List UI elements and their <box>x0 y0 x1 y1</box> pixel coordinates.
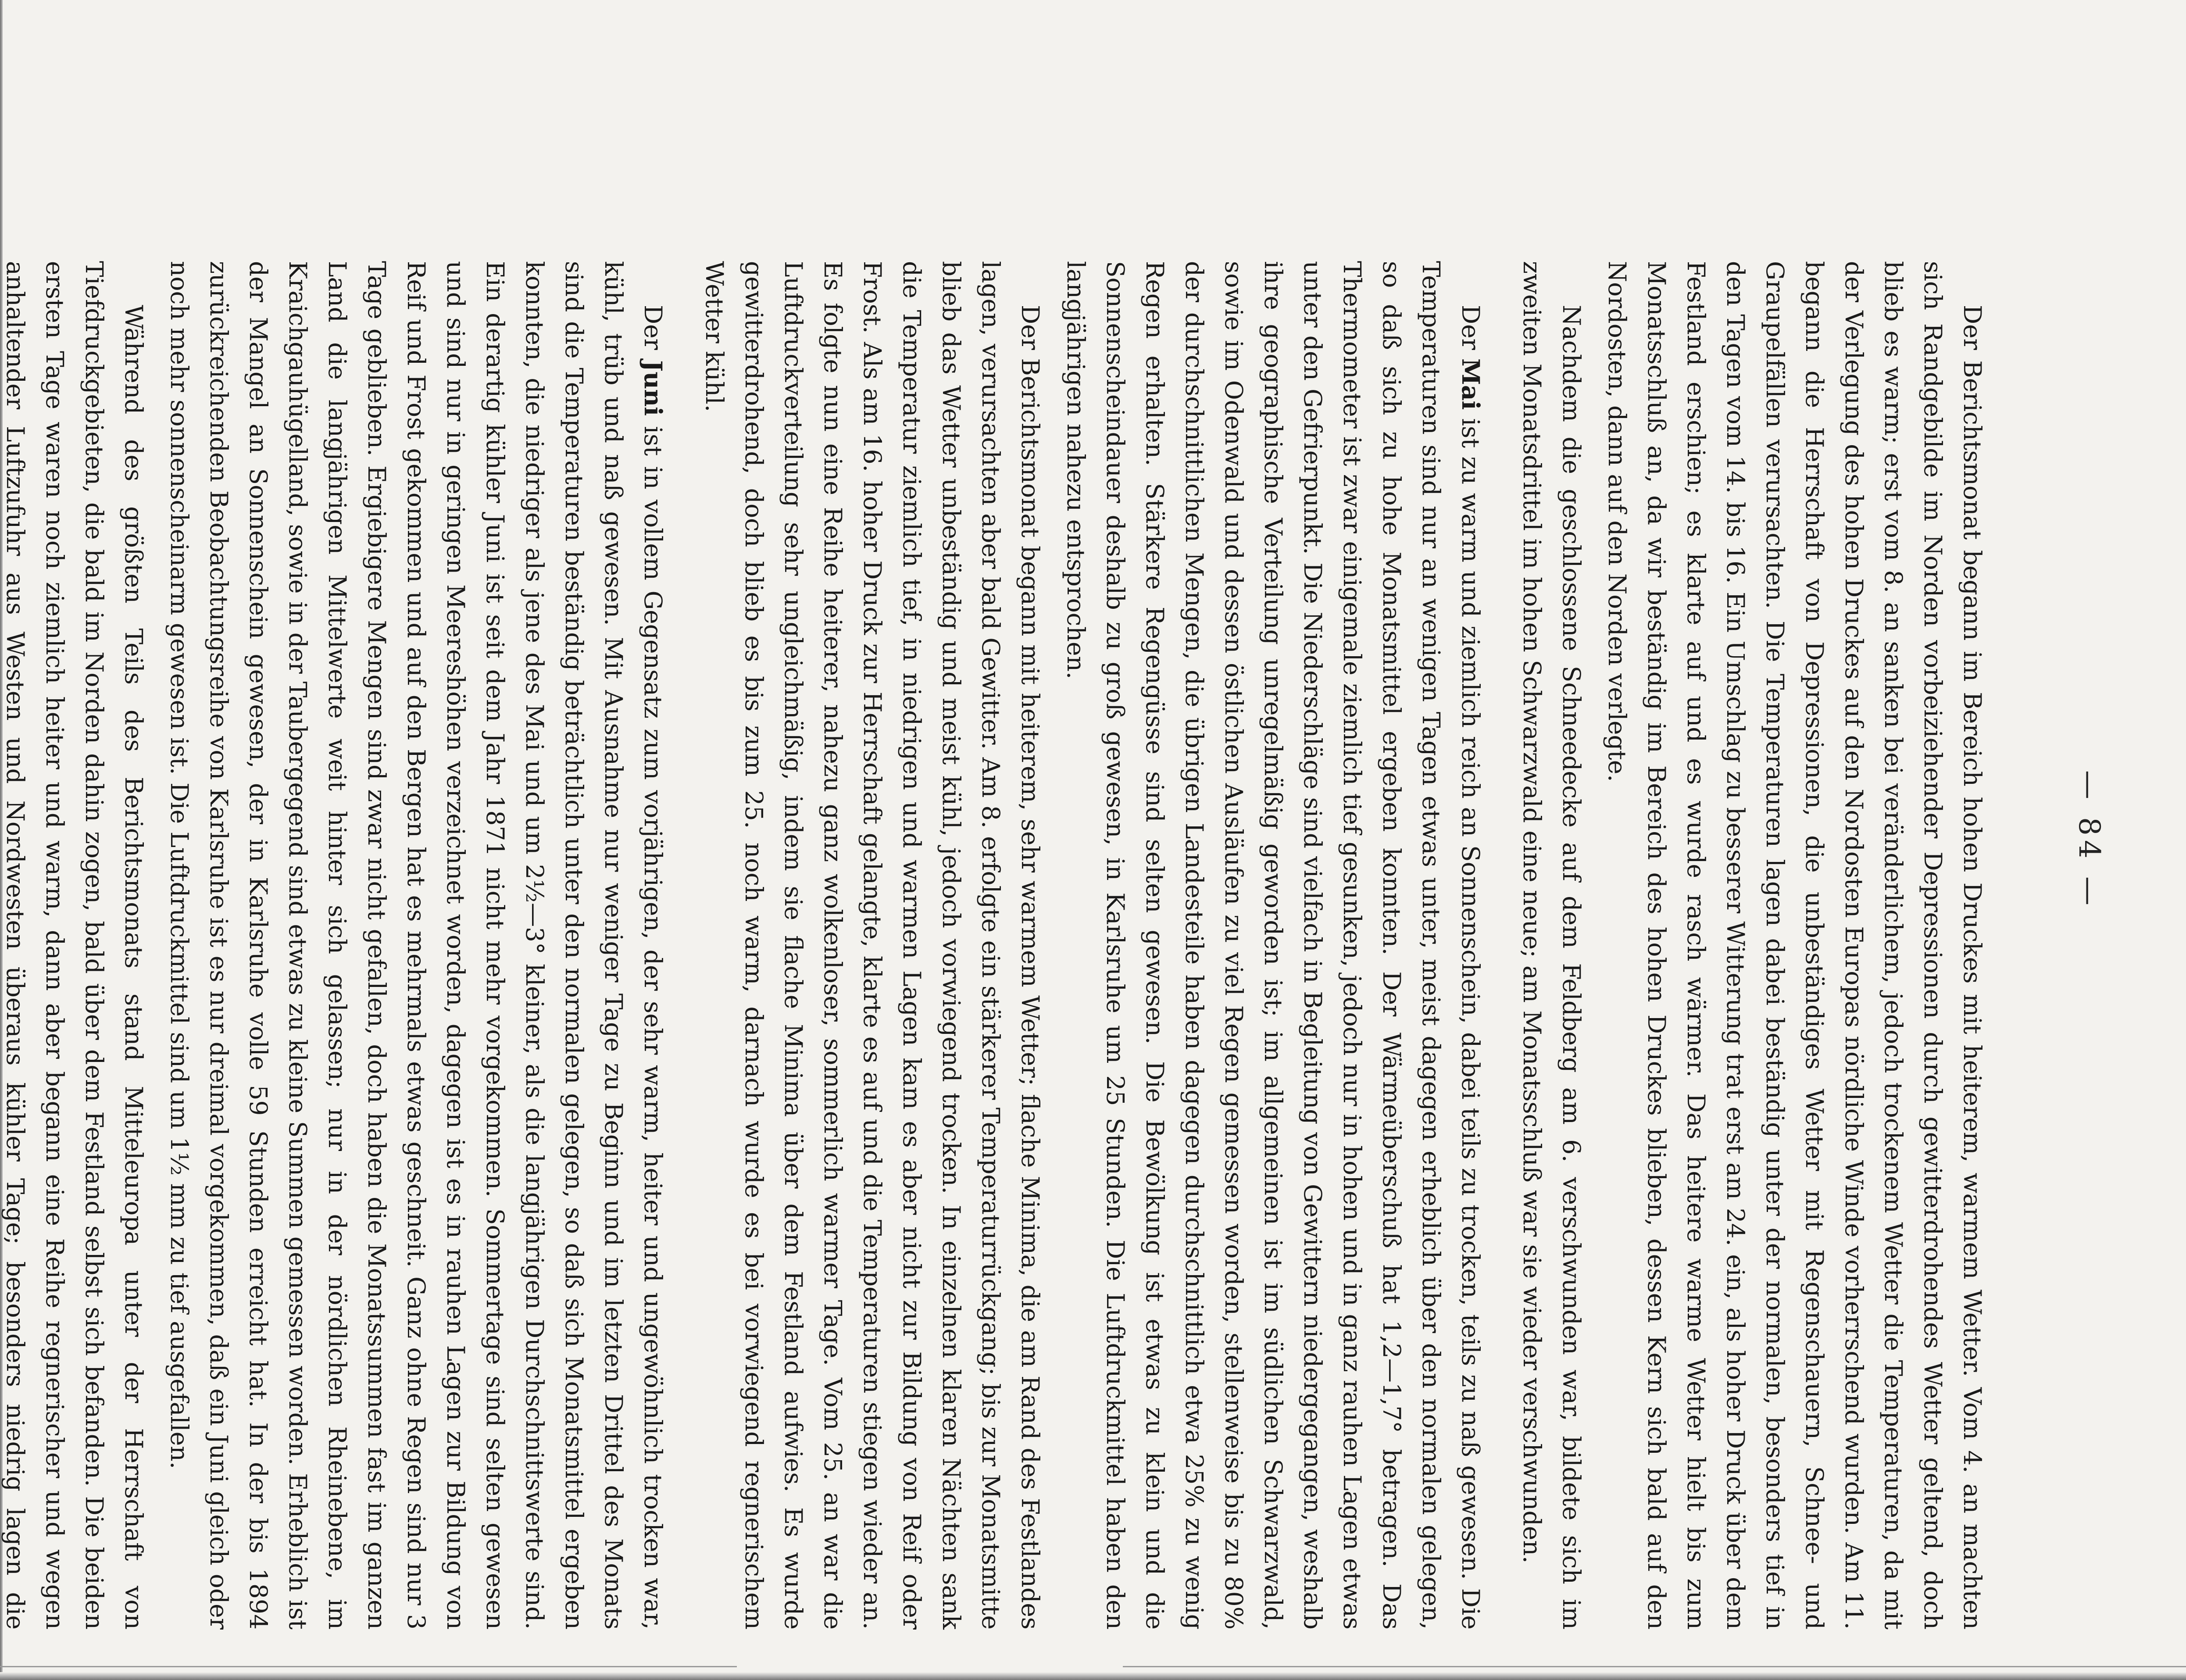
paragraph-june-weather <box>0 261 154 1630</box>
paragraph-text: Während des größten Teils des Berichtsmonats stand Mitteleuropa unter der Herrschaft von Tiefdruckgebieten, die bald im Norden dahin zogen, bald über dem Festland selbst sich befanden. Die beiden ersten Tage waren noch ziemlich heiter und warm, dann aber begann eine Reihe regnerischer und wegen anhaltender Luftzufuhr aus Westen und Nordwesten überaus kühler Tage; besonders niedrig lagen die <box>1 261 148 1630</box>
scan-shadow-line-left <box>0 1666 737 1667</box>
scan-shadow-line-right <box>1123 1666 2186 1667</box>
month-heading-mai: Mai <box>1457 358 1485 410</box>
paragraph-text: Der Berichtsmonat begann im Bereich hohen Druckes mit heiterem, warmem Wetter. Vom 4. an machten sich Randgebilde im Norden vorbeiziehender Depressionen durch gewitterdrohendes Wetter geltend, doch blieb es warm; erst vom 8. an sanken bei veränderlichem, jedoch trockenem Wetter die Temperaturen, da mit der Verlegung des hohen Druckes auf den Nordosten Europas nördliche Winde vorherrschend wurden. Am 11. begann die Herrschaft von Depressionen, die unbeständiges Wetter mit Regenschauern, Schnee- und Graupelfällen verursachten. Die Temperaturen lagen dabei beständig unter der normalen, besonders tief in den Tagen vom 14. bis 16. Ein Umschlag zu besserer Witterung trat erst am 24. ein, als hoher Druck über dem Festland erschien; es klarte auf und es wurde rasch wärmer. Das heitere warme Wetter hielt bis zum Monatsschluß an, da wir beständig im Bereich des hohen Druckes blieben, dessen Kern sich bald auf den Nordosten, dann auf den Norden verlegte. <box>1603 261 1986 1630</box>
body-text <box>0 261 1992 1630</box>
paragraph-may-weather <box>695 261 1050 1630</box>
month-heading-juni: Juni <box>639 360 668 416</box>
scan-edge-bottom <box>0 1672 2186 1680</box>
paragraph-lead: Der <box>1457 305 1485 358</box>
paragraph-may-overview <box>1056 261 1490 1630</box>
paragraph-text: Nachdem die geschlossene Schneedecke auf dem Feldberg am 6. verschwunden war, bildete sich im zweiten Monatsdrittel im hohen Schwarzwald eine neue; am Monatsschluß war sie wieder verschwunden. <box>1518 261 1586 1630</box>
paragraph-text: ist zu warm und ziemlich reich an Sonnenschein, dabei teils zu trocken, teils zu naß gewesen. Die Temperaturen sind nur an wenigen Tagen etwas unter, meist dagegen erheblich über den normalen gelegen, so daß sich zu hohe Monatsmittel ergeben konnten. Der Wärmeüberschuß hat 1,2—1,7° betragen. Das Thermometer ist zwar einigemale ziemlich tief gesunken, jedoch nur in hohen und in ganz rauhen Lagen etwas unter den Gefrierpunkt. Die Niederschläge sind vielfach in Begleitung von Gewittern niedergegangen, weshalb ihre geographische Verteilung unregelmäßig geworden ist; im allgemeinen ist im südlichen Schwarzwald, sowie im Odenwald und dessen östlichen Ausläufen zu viel Regen gemessen worden, stellenweise bis zu 80% der durchschnittlichen Mengen, die übrigen Landesteile haben dagegen durchschnittlich etwa 25% zu wenig Regen erhalten. Stärkere Regengüsse sind selten gewesen. Die Bewölkung ist etwas zu klein und die Sonnenscheindauer deshalb zu groß gewesen, in Karlsruhe um 25 Stunden. Die Luftdruckmittel haben den langjährigen nahezu entsprochen. <box>1062 261 1485 1630</box>
paragraph-text: ist in vollem Gegensatz zum vorjährigen, der sehr warm, heiter und ungewöhnlich trocken war, kühl, trüb und naß gewesen. Mit Ausnahme nur weniger Tage zu Beginn und im letzten Drittel des Monats sind die Temperaturen beständig beträchtlich unter den normalen gelegen, so daß sich Monatsmittel ergeben konnten, die niedriger als jene des Mai und um 2½—3° kleiner, als die langjährigen Durchschnittswerte sind. Ein derartig kühler Juni ist seit dem Jahr 1871 nicht mehr vorgekommen. Sommertage sind selten gewesen und sind nur in geringen Meereshöhen verzeichnet worden, dagegen ist es in rauhen Lagen zur Bildung von Reif und Frost gekommen und auf den Bergen hat es mehrmals etwas geschneit. Ganz ohne Regen sind nur 3 Tage geblieben. Ergiebigere Mengen sind zwar nicht gefallen, doch haben die Monatssummen fast im ganzen Land die langjährigen Mittelwerte weit hinter sich gelassen; nur in der nördlichen Rheinebene, im Kraichgauhügelland, sowie in der Taubergegend sind etwas zu kleine Summen gemessen worden. Erheblich ist der Mangel an Sonnenschein gewesen, der in Karlsruhe volle 59 Stunden erreicht hat. In der bis 1894 zurückreichenden Beobachtungsreihe von Karlsruhe ist es nur dreimal vorgekommen, daß ein Juni gleich oder noch mehr sonnenscheinarm gewesen ist. Die Luftdruckmittel sind um 1½ mm zu tief ausgefallen. <box>165 261 667 1630</box>
paragraph-june-overview <box>160 261 673 1630</box>
paragraph-text: Der Berichtsmonat begann mit heiterem, sehr warmem Wetter; flache Minima, die am Rand des Festlandes lagen, verursachten aber bald Gewitter. Am 8. erfolgte ein stärkerer Temperaturrückgang; bis zur Monatsmitte blieb das Wetter unbeständig und meist kühl, jedoch vorwiegend trocken. In einzelnen klaren Nächten sank die Temperatur ziemlich tief, in niedrigen und warmen Lagen kam es aber nicht zur Bildung von Reif oder Frost. Als am 16. hoher Druck zur Herrschaft gelangte, klarte es auf und die Temperaturen stiegen wieder an. Es folgte nun eine Reihe heiterer, nahezu ganz wolkenloser, sommerlich warmer Tage. Vom 25. an war die Luftdruckverteilung sehr ungleichmäßig, indem sie flache Minima über dem Festland aufwies. Es wurde gewitterdrohend, doch blieb es bis zum 25. noch warm, darnach wurde es bei vorwiegend regnerischem Wetter kühl. <box>700 261 1044 1630</box>
paragraph-lead: Der <box>639 305 667 361</box>
paragraph-snow-cover <box>1512 261 1591 1630</box>
rotated-page <box>1 72 2124 1630</box>
paragraph-march-summary <box>1597 261 1992 1630</box>
page-number: — 84 — <box>2072 770 2106 910</box>
